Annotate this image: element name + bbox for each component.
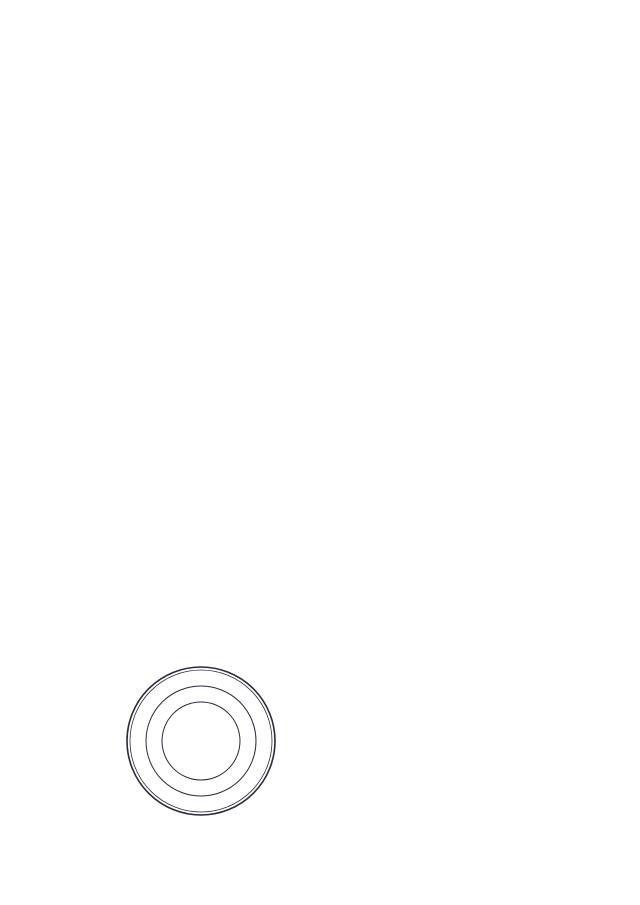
official-seal (124, 664, 278, 818)
